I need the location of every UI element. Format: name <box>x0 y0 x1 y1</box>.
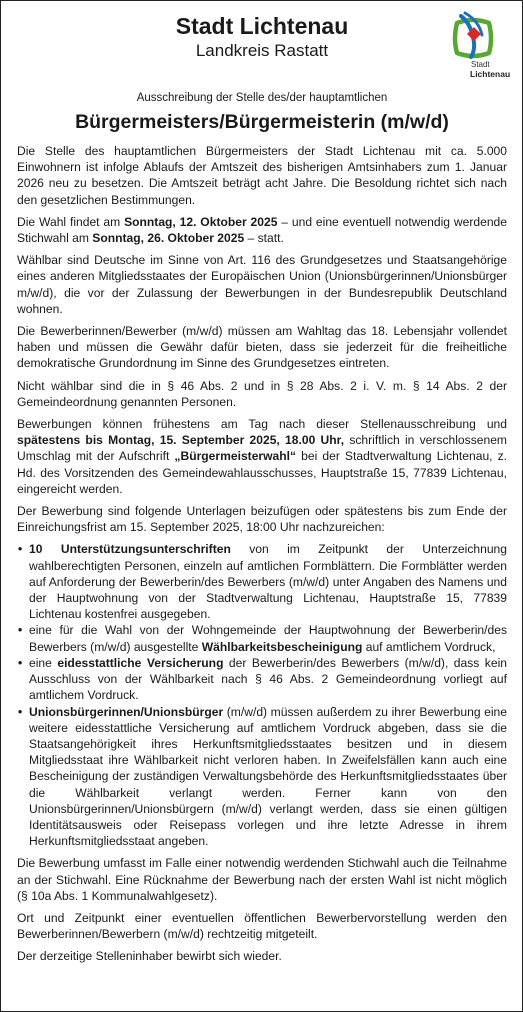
list-item <box>17 655 507 704</box>
election-text-2: – und eine eventuell notwendig werdende Stichwahl am <box>17 214 507 246</box>
paragraph-not-eligible: Nicht wählbar sind die in § 46 Abs. 2 und in § 28 Abs. 2 i. V. m. § 14 Abs. 2 der Gemeindeordnung genannten Personen. <box>17 378 507 409</box>
paragraph-incumbent: Der derzeitige Stelleninhaber bewirbt sich wieder. <box>17 949 282 964</box>
paragraph-vacancy: Die Stelle des hauptamtlichen Bürgermeisters der Stadt Lichtenau mit ca. 5.000 Einwohnern ist infolge Ablaufs der Amtszeit des bisherigen Amtsinhabers zum 1. Januar 2026 neu zu besetzen. Die Amtszeit beträgt acht Jahre. Die Besoldung richtet sich nach den gesetzlichen Bestimmungen. <box>17 144 507 207</box>
requirement-text: eine <box>29 655 58 670</box>
requirement-text: von im Zeitpunkt der Unterzeichnung wahlberechtigten Personen, einzeln auf amtlichen Formblättern. Die Formblätter werden auf Anforderung der Bewerberin/des Bewerbers (m/w/d) unter Angaben des Namens und der Hauptwohnung von der Stadtverwaltung Lichtenau, Hauptstraße 15, 77839 Lichtenau kostenfrei ausgegeben. <box>29 542 507 622</box>
requirement-bold: Unionsbürgerinnen/Unionsbürger <box>29 704 224 719</box>
envelope-label: „Bürgermeisterwahl“ <box>174 449 297 464</box>
paragraph-election-dates <box>17 214 507 246</box>
district-subtitle: Landkreis Rastatt <box>195 41 329 60</box>
paragraph-submission <box>17 416 507 497</box>
position-headline: Bürgermeisters/Bürgermeisterin (m/w/d) <box>75 111 449 133</box>
paragraph-eligibility: Wählbar sind Deutsche im Sinne von Art. 116 des Grundgesetzes und Staatsangehörige eines anderen Mitgliedsstaates der Europäischen Union (Unionsbürgerinnen/Unionsbürger m/w/d), die vor der Zulassung der Bewerbungen in der Bundesrepublik Deutschland wohnen. <box>17 253 507 316</box>
requirement-text: eine für die Wahl von der Wohngemeinde der Hauptwohnung der Bewerberin/des Bewerbers (m/w/d) ausgestellte <box>29 623 507 654</box>
town-logo-mark-icon <box>443 11 507 61</box>
election-text-1: Die Wahl findet am <box>17 214 125 229</box>
list-item <box>17 704 507 850</box>
requirement-bold: Wählbarkeitsbescheinigung <box>201 639 363 654</box>
requirement-bold: 10 Unterstützungsunterschriften <box>29 542 231 557</box>
position-kicker: Ausschreibung der Stelle des/der hauptamtlichen <box>136 92 388 104</box>
bullet-icon: • <box>18 542 23 557</box>
bullet-icon: • <box>18 655 23 670</box>
masthead <box>17 9 511 81</box>
town-title: Stadt Lichtenau <box>175 13 349 39</box>
bullet-icon: • <box>18 704 23 719</box>
election-text-3: – statt. <box>244 231 284 246</box>
paragraph-age-requirement: Die Bewerberinnen/Bewerber (m/w/d) müssen am Wahltag das 18. Lebensjahr vollendet haben und müssen die Gewähr dafür bieten, dass sie jederzeit für die freiheitliche demokratische Grundordnung im Sinne des Grundgesetzes eintreten. <box>17 324 507 371</box>
election-date: Sonntag, 12. Oktober 2025 <box>124 214 278 229</box>
logo-word-lichtenau: Lichtenau <box>470 69 511 79</box>
requirement-text: auf amtlichem Vordruck, <box>362 639 496 654</box>
town-logo <box>443 11 511 81</box>
submission-text-3: bei der Stadtverwaltung Lichtenau, z. Hd. des Vorsitzenden des Gemeindewahlausschusses, Hauptstraße 15, 77839 Lichtenau, eingereicht werden. <box>17 449 508 496</box>
runoff-date: Sonntag, 26. Oktober 2025 <box>92 231 245 246</box>
paragraph-documents-intro: Der Bewerbung sind folgende Unterlagen beizufügen oder spätestens bis zum Ende der Einreichungsfrist am 15. September 2025, 18:00 Uhr nachzureichen: <box>17 504 507 535</box>
paragraph-runoff: Die Bewerbung umfasst im Falle einer notwendig werdenden Stichwahl auch die Teilnahme an der Stichwahl. Eine Rücknahme der Bewerbung nach der ersten Wahl ist nicht möglich (§ 10a Abs. 1 Kommunalwahlgesetz). <box>17 856 507 903</box>
list-item <box>17 541 507 622</box>
requirement-text: (m/w/d) müssen außerdem zu ihrer Bewerbung eine weitere eidesstattliche Versicherung auf amtlichem Vordruck abgeben, dass sie die Staatsangehörigkeit ihres Herkunftsmitgliedsstaates besitzen und in diesem Mitgliedsstaat ihre Wählbarkeit nicht verloren haben. In Zweifelsfällen kann auch eine Bescheinigung der zuständigen Verwaltungsbehörde des Herkunftsmitgliedsstaates über die Wählbarkeit verlangt werden. Ferner kann von den Unionsbürgerinnen/Unionsbürgern (m/w/d) verlangt werden, dass sie einen gültigen Identitätsausweis oder Reisepass vorlegen und ihre letzte Adresse in ihrem Herkunftsmitgliedsstaat angeben. <box>29 704 507 849</box>
requirements-list <box>17 541 507 849</box>
requirement-text: der Bewerberin/des Bewerbers (m/w/d), dass kein Ausschluss von der Wählbarkeit nach § 46 Abs. 2 Gemeindeordnung vorliegt auf amtlichem Vordruck. <box>29 655 507 703</box>
logo-word-stadt: Stadt <box>471 60 490 69</box>
paragraph-presentation: Ort und Zeitpunkt einer eventuellen öffentlichen Bewerbervorstellung werden den Bewerberinnen/Bewerbern (m/w/d) rechtzeitig mitgeteilt. <box>17 910 507 942</box>
advertisement-body <box>17 143 507 965</box>
list-item <box>17 622 507 654</box>
submission-text-2: schriftlich in verschlossenem Umschlag mit der Aufschrift <box>17 433 507 464</box>
bullet-icon: • <box>18 623 23 638</box>
requirement-bold: eidesstattliche Versicherung <box>57 655 224 670</box>
submission-deadline: spätestens bis Montag, 15. September 2025, 18.00 Uhr, <box>17 433 345 448</box>
submission-text-1: Bewerbungen können frühestens am Tag nach dieser Stellenausschreibung und <box>17 417 507 432</box>
